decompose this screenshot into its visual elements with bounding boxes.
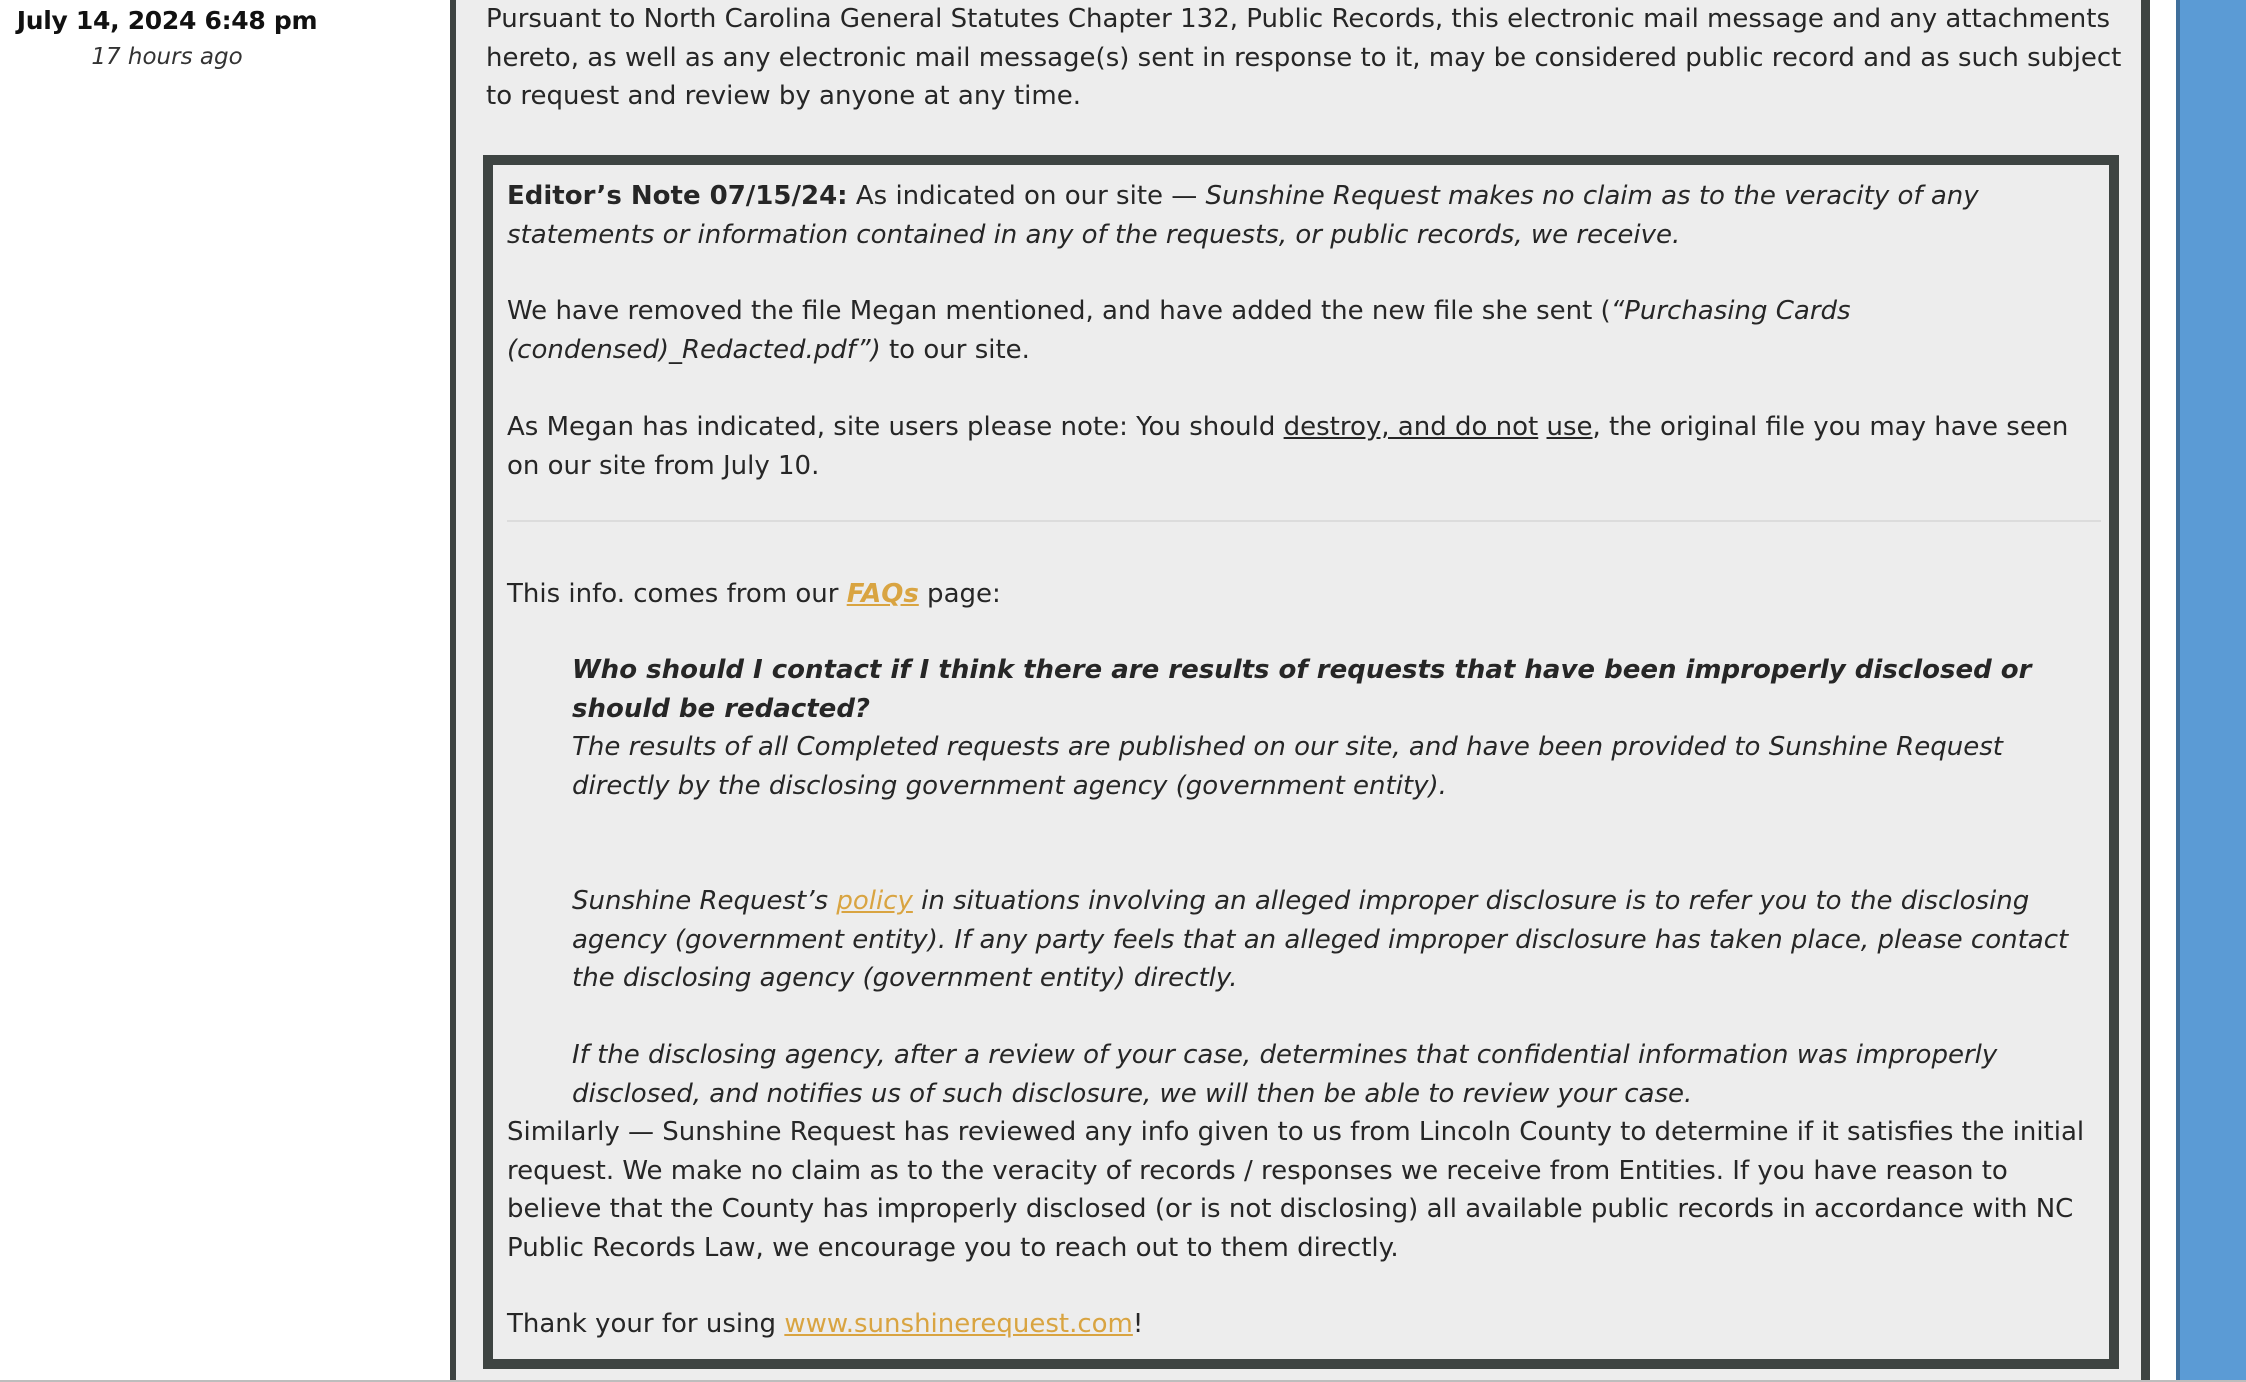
file-name: “Purchasing Cards (condensed)_Redacted.pdf”) bbox=[507, 296, 1851, 365]
comment-relative-time: 17 hours ago bbox=[91, 44, 243, 70]
editors-note-heading: Editor’s Note 07/15/24: bbox=[507, 181, 848, 211]
faq-intro: This info. comes from our FAQs page: bbox=[507, 579, 1001, 609]
blue-sidebar bbox=[2176, 0, 2246, 1382]
comment-date: July 14, 2024 6:48 pm bbox=[16, 6, 318, 35]
right-gutter bbox=[2150, 0, 2176, 1382]
destroy-notice-paragraph: As Megan has indicated, site users please note: You should destroy, and do not use, the original file you may have seen on our site from July 10. bbox=[507, 412, 2069, 481]
faq-question: Who should I contact if I think there are results of requests that have been improperly disclosed or should be redacted? bbox=[572, 655, 2032, 724]
comment-body bbox=[450, 0, 2150, 1380]
similarly-paragraph: Similarly — Sunshine Request has reviewed any info given to us from Lincoln County to determine if it satisfies the initial request. We make no claim as to the veracity of records / responses we receive from Entities. If you have reason to believe that the County has improperly disclosed (or is not disclosing) all available public records in accordance with NC Public Records Law, we encourage you to reach out to them directly. bbox=[507, 1117, 2085, 1263]
comment-meta bbox=[0, 0, 450, 1382]
public-records-notice: Pursuant to North Carolina General Statutes Chapter 132, Public Records, this electronic mail message and any attachments hereto, as well as any electronic mail message(s) sent in response to it, may be considered public record and as such subject to request and review by anyone at any time. bbox=[486, 4, 2122, 111]
faqs-link[interactable]: FAQs bbox=[846, 579, 919, 609]
site-link[interactable]: www.sunshinerequest.com bbox=[784, 1309, 1133, 1339]
thanks-paragraph: Thank your for using www.sunshinerequest.com! bbox=[507, 1309, 1144, 1339]
divider bbox=[507, 520, 2101, 522]
editors-note-paragraph: Editor’s Note 07/15/24: As indicated on our site — Sunshine Request makes no claim as to the veracity of any statements or information contained in any of the requests, or public records, we receive. bbox=[507, 181, 1979, 250]
faq-answer-3: If the disclosing agency, after a review of your case, determines that confidential information was improperly disclosed, and notifies us of such disclosure, we will then be able to review your case. bbox=[572, 1040, 1998, 1109]
file-removed-paragraph: We have removed the file Megan mentioned, and have added the new file she sent (“Purchasing Cards (condensed)_Redacted.pdf”) to our site. bbox=[507, 296, 1851, 365]
faq-answer-1: The results of all Completed requests are published on our site, and have been provided to Sunshine Request directly by the disclosing government agency (government entity). bbox=[572, 732, 2003, 801]
editors-note-box bbox=[483, 155, 2119, 1369]
faq-answer-2: Sunshine Request’s policy in situations involving an alleged improper disclosure is to refer you to the disclosing agency (government entity). If any party feels that an alleged improper disclosure has taken place, please contact the disclosing agency (government entity) directly. bbox=[572, 886, 2069, 993]
policy-link[interactable]: policy bbox=[836, 886, 913, 916]
